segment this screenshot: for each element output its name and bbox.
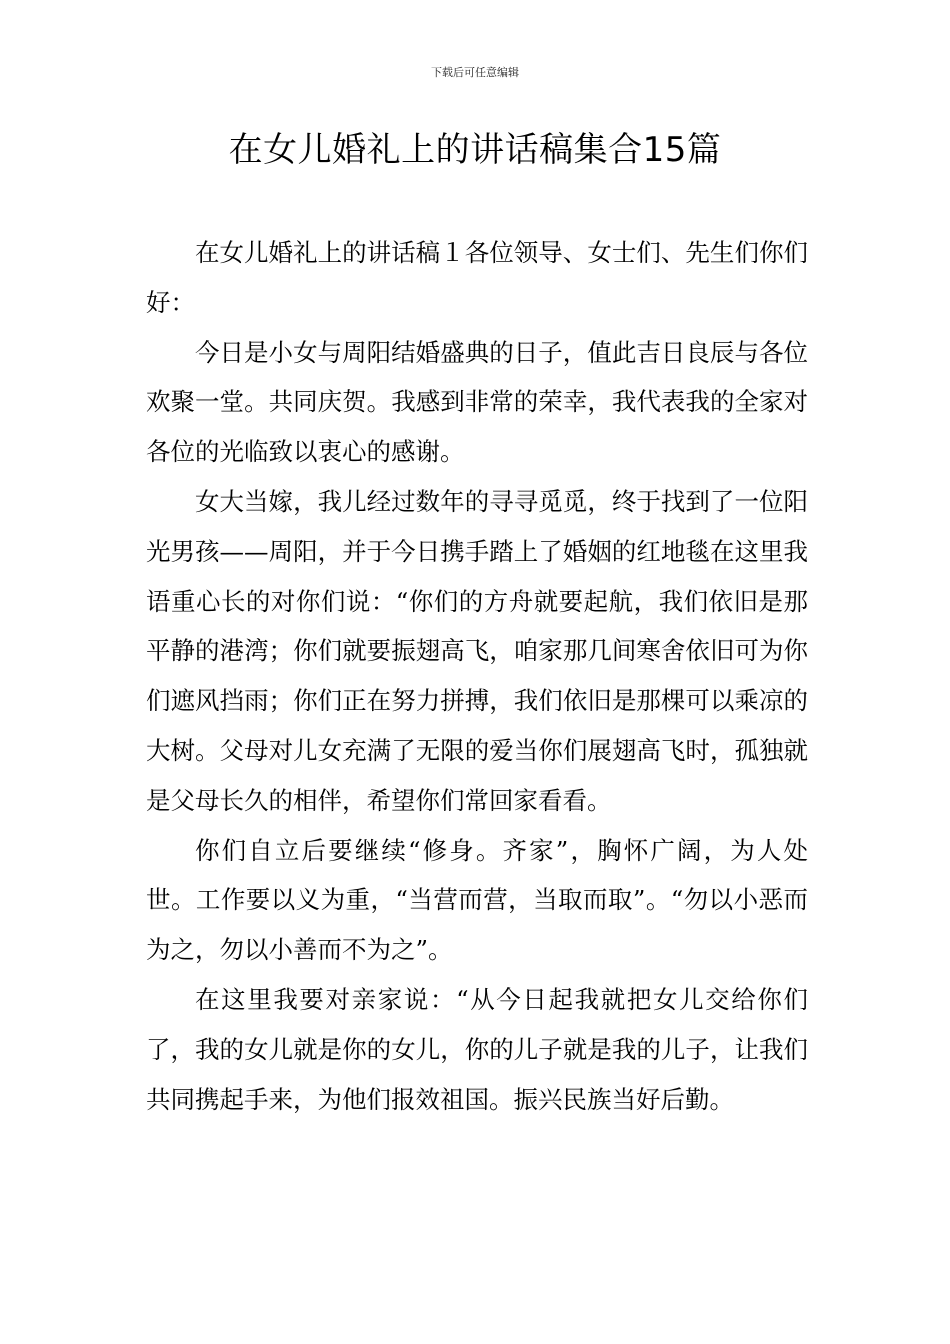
paragraph: 在女儿婚礼上的讲话稿１各位领导、女士们、先生们你们好：	[146, 238, 808, 317]
document-title: 在女儿婚礼上的讲话稿集合15篇	[228, 130, 722, 170]
header-note: 下载后可任意编辑	[431, 66, 519, 79]
paragraph: 你们自立后要继续“修身。齐家”，胸怀广阔，为人处世。工作要以义为重，“当营而营，当取而取”。“勿以小恶而为之，勿以小善而不为之”。	[146, 835, 808, 965]
document-body	[146, 228, 808, 1124]
paragraph: 在这里我要对亲家说：“从今日起我就把女儿交给你们了，我的女儿就是你的女儿，你的儿子就是我的儿子，让我们共同携起手来，为他们报效祖国。振兴民族当好后勤。	[146, 984, 808, 1114]
paragraph: 女大当嫁，我儿经过数年的寻寻觅觅，终于找到了一位阳光男孩——周阳，并于今日携手踏上了婚姻的红地毯在这里我语重心长的对你们说：“你们的方舟就要起航，我们依旧是那平静的港湾；你们就要振翅高飞，咱家那几间寒舍依旧可为你们遮风挡雨；你们正在努力拼搏，我们依旧是那棵可以乘凉的大树。父母对儿女充满了无限的爱当你们展翅高飞时，孤独就是父母长久的相伴，希望你们常回家看看。	[146, 486, 808, 815]
paragraph: 今日是小女与周阳结婚盛典的日子，值此吉日良辰与各位欢聚一堂。共同庆贺。我感到非常的荣幸，我代表我的全家对各位的光临致以衷心的感谢。	[146, 337, 808, 467]
